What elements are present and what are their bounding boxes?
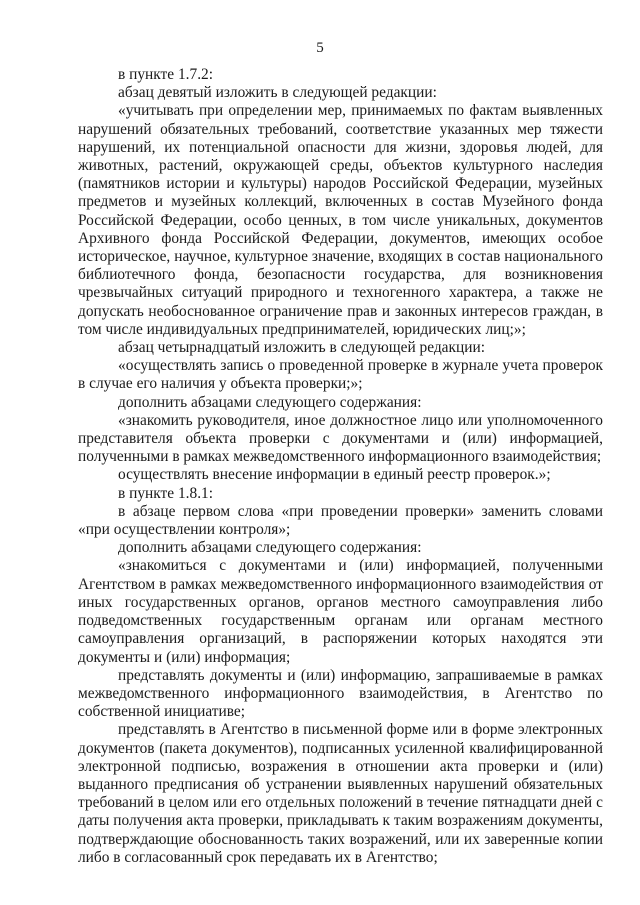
paragraph: абзац девятый изложить в следующей редакции: [118, 84, 437, 102]
paragraph: в пункте 1.7.2: [118, 66, 214, 83]
paragraph: «учитывать при определении мер, принимаемых по фактам выявленных нарушений обязательных требований, соответствие указанных мер тяжести нарушений, их потенциальной опасности для жизни, здоровья людей, для животных, растений, окружающей среды, объектов культурного наследия (памятников истории и культуры) народов Российской Федерации, музейных предметов и музейных коллекций, включенных в состав Музейного фонда Российской Федерации, особо ценных, в том числе уникальных, документов Архивного фонда Российской Федерации, документов, имеющих особое историческое, научное, культурное значение, входящих в состав национального библиотечного фонда, безопасности государства, для возникновения чрезвычайных ситуаций природного и техногенного характера, а также не допускать необоснованное ограничение прав и законных интересов граждан, в том числе индивидуальных предпринимателей, юридических лиц;»; [78, 102, 603, 338]
document-body [78, 66, 603, 867]
paragraph: в пункте 1.8.1: [118, 484, 214, 502]
paragraph: представлять в Агентство в письменной форме или в форме электронных документов (пакета документов), подписанных усиленной квалифицированной электронной подписью, возражения в отношении акта проверки и (или) выданного предписания об устранении выявленных нарушений обязательных требований в целом или его отдельных положений в течение пятнадцати дней с даты получения акта проверки, прикладывать к таким возражениям документы, подтверждающие обоснованность таких возражений, или их заверенные копии либо в согласованный срок передавать их в Агентство; [78, 721, 603, 866]
paragraph: осуществлять внесение информации в единый реестр проверок.»; [118, 466, 551, 484]
paragraph: представлять документы и (или) информацию, запрашиваемые в рамках межведомственного информационного взаимодействия, в Агентство по собственной инициативе; [78, 666, 603, 721]
paragraph: дополнить абзацами следующего содержания: [118, 539, 422, 557]
paragraph: «знакомиться с документами и (или) информацией, полученными Агентством в рамках межведомственного информационного взаимодействия от иных государственных органов, органов местного самоуправления либо подведомственных государственным органам или органам местного самоуправления организаций, в распоряжении которых находятся эти документы и (или) информация; [78, 557, 603, 666]
paragraph: абзац четырнадцатый изложить в следующей редакции: [118, 339, 485, 357]
page-number: 5 [316, 40, 324, 56]
paragraph: «осуществлять запись о проведенной проверке в журнале учета проверок в случае его наличия у объекта проверки;»; [78, 357, 603, 393]
paragraph: «знакомить руководителя, иное должностное лицо или уполномоченного представителя объекта проверки с документами и (или) информацией, полученными в рамках межведомственного информационного взаимодействия; [78, 411, 603, 466]
paragraph: в абзаце первом слова «при проведении проверки» заменить словами «при осуществлении контроля»; [78, 502, 603, 539]
paragraph: дополнить абзацами следующего содержания: [118, 393, 422, 411]
